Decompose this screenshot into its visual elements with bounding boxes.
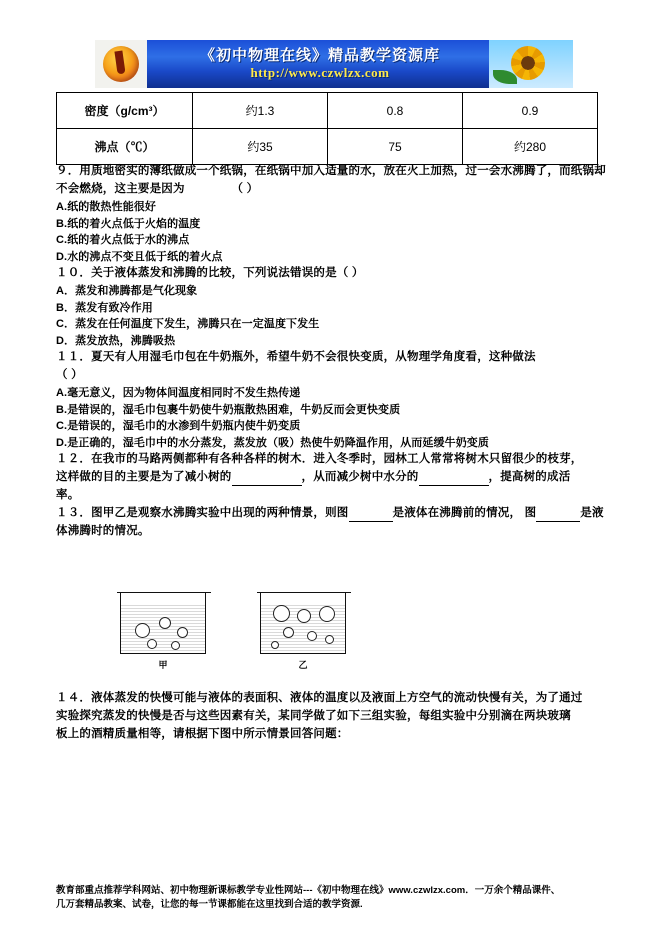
table-cell: 0.9 [463, 93, 598, 129]
sunflower-icon [511, 46, 545, 80]
table-cell: 0.8 [328, 93, 463, 129]
question-13-text-c: 是液 [580, 507, 604, 519]
question-9-stem-line1: ９．用质地密实的薄纸做成一个纸锅，在纸锅中加入适量的水，放在火上加热，过一会水沸腾了，而纸锅却 [56, 165, 606, 177]
figure-label-jia: 甲 [158, 660, 168, 670]
banner-title: 《初中物理在线》精品教学资源库 [199, 48, 440, 64]
banner-url: http://www.czwlzx.com [250, 65, 390, 80]
bubble-icon [325, 635, 334, 644]
question-13-stem-line1 [56, 505, 606, 522]
question-11-stem-line1: １１．夏天有人用湿毛巾包在牛奶瓶外，希望牛奶不会很快变质，从物理学角度看，这种做法 [56, 351, 536, 363]
question-14-stem-line1: １４．液体蒸发的快慢可能与液体的表面积、液体的温度以及液面上方空气的流动快慢有关，为了通过 [56, 692, 583, 704]
question-11-option-b: B.是错误的，湿毛巾包裹牛奶使牛奶瓶散热困难，牛奶反而会更快变质 [56, 403, 401, 416]
beaker-rim [257, 592, 351, 596]
answer-blank [536, 509, 580, 522]
table-row [57, 129, 598, 165]
table-cell: 约1.3 [193, 93, 328, 129]
question-13-stem-line2: 体沸腾时的情况。 [56, 525, 150, 537]
beaker-boiling [260, 592, 346, 654]
question-12-stem-line3: 率。 [56, 489, 80, 501]
banner-image-area [489, 40, 573, 88]
question-10-option-a: A．蒸发和沸腾都是气化现象 [56, 285, 198, 297]
bubble-icon [297, 609, 311, 623]
questions-container [56, 163, 606, 541]
bubble-icon [177, 627, 188, 638]
page-footer [56, 884, 605, 912]
table-cell: 约280 [463, 129, 598, 165]
question-11-option-d: D.是正确的，湿毛巾中的水分蒸发，蒸发放（吸）热使牛奶降温作用，从而延缓牛奶变质 [56, 436, 489, 449]
question-11-option-a: A.毫无意义，因为物体间温度相同时不发生热传递 [56, 387, 301, 399]
table-row-label: 密度（g/cm³） [57, 93, 193, 129]
banner-logo-area [95, 40, 147, 88]
question-12-text-a: 这样做的目的主要是为了减小树的 [56, 471, 232, 483]
question-9-answer-paren: （ ） [231, 183, 259, 195]
beaker-figures [120, 592, 380, 682]
bubble-icon [319, 606, 335, 622]
question-9-option-c: C.纸的着火点低于水的沸点 [56, 234, 190, 246]
table-row [57, 93, 598, 129]
table-row-label: 沸点（℃） [57, 129, 193, 165]
footer-line-1: 教育部重点推荐学科网站、初中物理新课标教学专业性网站---《初中物理在线》www.czwlzx.com．一万余个精品课件、 [56, 885, 561, 896]
figure-label-yi: 乙 [298, 660, 308, 670]
question-12-stem-line1: １２．在我市的马路两侧都种有各种各样的树木．进入冬季时，园林工人常常将树木只留很少的枝芽， [56, 453, 583, 465]
bubble-icon [171, 641, 180, 650]
question-9-option-b: B.纸的着火点低于火焰的温度 [56, 217, 201, 230]
question-13-text-b: 是液体在沸腾前的情况， 图 [392, 507, 537, 519]
question-9-stem-text: 不会燃烧，这主要是因为 [56, 183, 185, 195]
bubble-icon [283, 627, 294, 638]
table-cell: 约35 [193, 129, 328, 165]
bubble-icon [147, 639, 157, 649]
question-14-stem-line3: 板上的酒精质量相等，请根据下图中所示情景回答问题： [56, 728, 349, 740]
bubble-icon [159, 617, 171, 629]
properties-table [56, 92, 598, 165]
bubble-icon [271, 641, 279, 649]
question-10-stem: １０．关于液体蒸发和沸腾的比较，下列说法错误的是（ ） [56, 267, 364, 279]
answer-blank [419, 473, 489, 486]
flame-logo-icon [103, 46, 139, 82]
question-10-option-d: D．蒸发放热，沸腾吸热 [56, 334, 176, 347]
question-14-stem-line2: 实验探究蒸发的快慢是否与这些因素有关，某同学做了如下三组实验，每组实验中分别滴在两块玻璃 [56, 710, 571, 722]
question-12-text-b: ，从而减少树中水分的 [301, 471, 419, 483]
question-12-stem-line2 [56, 469, 606, 486]
beaker-before-boiling [120, 592, 206, 654]
beaker-rim [117, 592, 211, 596]
question-10-option-c: C．蒸发在任何温度下发生，沸腾只在一定温度下发生 [56, 318, 320, 330]
question-9-stem-line2 [56, 181, 606, 198]
question-9-option-d: D.水的沸点不变且低于纸的着火点 [56, 250, 223, 263]
question-10-option-b: B．蒸发有致冷作用 [56, 301, 153, 314]
bubble-icon [273, 605, 290, 622]
question-13-text-a: １３．图甲乙是观察水沸腾实验中出现的两种情景，则图 [56, 507, 349, 519]
footer-line-2: 几万套精品教案、试卷，让您的每一节课都能在这里找到合适的教学资源. [56, 899, 363, 910]
question-14-container [56, 690, 606, 744]
bubble-icon [135, 623, 150, 638]
site-banner [95, 40, 573, 88]
question-12-text-c: ，提高树的成活 [488, 471, 571, 483]
question-9-option-a: A.纸的散热性能很好 [56, 201, 156, 213]
answer-blank [349, 509, 393, 522]
question-11-option-c: C.是错误的，湿毛巾的水渗到牛奶瓶内使牛奶变质 [56, 420, 301, 432]
bubble-icon [307, 631, 317, 641]
answer-blank [232, 473, 302, 486]
table-cell: 75 [328, 129, 463, 165]
question-11-stem-line2: （ ） [56, 369, 83, 381]
